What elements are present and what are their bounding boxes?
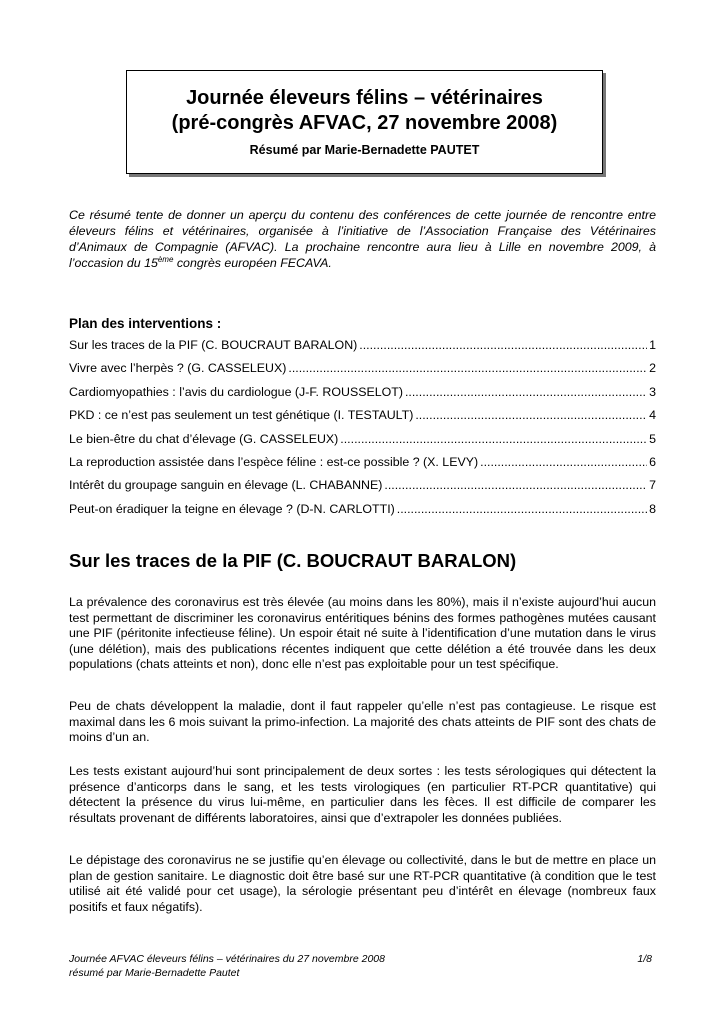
toc-leader-dots <box>340 432 647 446</box>
toc-entry[interactable] <box>69 338 656 361</box>
toc-entry[interactable] <box>69 361 656 384</box>
section-heading: Sur les traces de la PIF (C. BOUCRAUT BARALON) <box>69 550 517 571</box>
toc-entry-label: Sur les traces de la PIF (C. BOUCRAUT BARALON) <box>69 338 358 352</box>
toc-entry[interactable] <box>69 385 656 408</box>
plan-title: Plan des interventions : <box>69 316 222 331</box>
toc-leader-dots <box>480 455 647 469</box>
body-paragraph: Peu de chats développent la maladie, dont il faut rappeler qu’elle n’est pas contagieuse. Le risque est maximal dans les 6 mois suivant la primo-infection. La majorité des chats atteints de PIF sont des chats de moins d’un an. <box>69 699 656 745</box>
toc-leader-dots <box>359 338 647 352</box>
toc-entry-page: 1 <box>649 338 656 352</box>
toc-entry-label: La reproduction assistée dans l’espèce féline : est-ce possible ? (X. LEVY) <box>69 454 479 469</box>
toc-entry-label: Vivre avec l’herpès ? (G. CASSELEUX) <box>69 361 287 376</box>
toc-entry-label: PKD : ce n’est pas seulement un test génétique (I. TESTAULT) <box>69 408 414 423</box>
toc-entry-page: 3 <box>649 384 656 399</box>
page-footer <box>69 952 652 980</box>
title-box <box>126 70 603 174</box>
intro-text-end: congrès européen FECAVA. <box>173 256 332 270</box>
toc-entry-label: Peut-on éradiquer la teigne en élevage ? (D-N. CARLOTTI) <box>69 501 395 516</box>
intro-paragraph <box>69 207 656 271</box>
toc-entry-label: Intérêt du groupage sanguin en élevage (L. CHABANNE) <box>69 478 383 493</box>
toc-entry-page: 5 <box>649 431 656 446</box>
toc-entry-page: 8 <box>649 501 656 516</box>
footer-line1: Journée AFVAC éleveurs félins – vétérinaires du 27 novembre 2008 <box>69 953 385 965</box>
toc-entry-page: 2 <box>649 361 656 376</box>
intro-superscript: ème <box>157 254 174 264</box>
document-title-line1: Journée éleveurs félins – vétérinaires <box>186 87 543 109</box>
footer-line2: résumé par Marie-Bernadette Pautet <box>69 967 240 979</box>
body-paragraph: Le dépistage des coronavirus ne se justifie qu’en élevage ou collectivité, dans le but de mettre en place un plan de gestion sanitaire. Le diagnostic doit être basé sur une RT-PCR quantitative (à condition que le test utilisé ait été validé pour cet usage), la sérologie présentant peu d’intérêt en élevage (nombreux faux positifs et faux négatifs). <box>69 853 656 914</box>
toc-entry-label: Cardiomyopathies : l’avis du cardiologue (J-F. ROUSSELOT) <box>69 384 403 399</box>
toc-entry-page: 7 <box>649 478 656 493</box>
toc-entry-label: Le bien-être du chat d’élevage (G. CASSELEUX) <box>69 431 339 446</box>
body-paragraph: La prévalence des coronavirus est très élevée (au moins dans les 80%), mais il n’existe aujourd’hui aucun test permettant de discriminer les coronavirus entéritiques bénins des formes pathogènes mutées causant une PIF (péritonite infectieuse féline). Un espoir était né suite à l’identification d’une mutation dans le virus (une délétion), mais des publications récentes indiquent que cette délétion a été trouvée dans les deux populations (chats atteints et non), donc elle n’est pas exploitable pour un test spécifique. <box>69 595 656 672</box>
document-title-line2: (pré-congrès AFVAC, 27 novembre 2008) <box>171 112 558 134</box>
toc-entry[interactable] <box>69 408 656 431</box>
body-paragraph: Les tests existant aujourd’hui sont principalement de deux sortes : les tests sérologiques qui détectent la présence d’anticorps dans le sang, et les tests virologiques (en particulier RT-PCR quantitative) qui détectent la présence du virus lui-même, en particulier dans les fèces. Il est difficile de comparer les résultats provenant de différents laboratoires, ainsi que d’extrapoler les données publiées. <box>69 764 656 825</box>
toc-entry[interactable] <box>69 455 656 478</box>
toc-leader-dots <box>415 408 647 422</box>
toc-leader-dots <box>384 478 647 492</box>
table-of-contents <box>69 338 656 525</box>
toc-entry[interactable] <box>69 502 656 525</box>
toc-leader-dots <box>397 502 647 516</box>
toc-leader-dots <box>405 385 647 399</box>
intro-text: Ce résumé tente de donner un aperçu du contenu des conférences de cette journée de rencontre entre éleveurs félins et vétérinaires, organisée à l’initiative de l’Association Française des Vétérinaires d’Animaux de Compagnie (AFVAC). La prochaine rencontre aura lieu à Lille en novembre 2009, à l’occasion du 15 <box>69 208 656 270</box>
toc-leader-dots <box>288 361 647 375</box>
toc-entry[interactable] <box>69 478 656 501</box>
toc-entry[interactable] <box>69 432 656 455</box>
toc-entry-page: 4 <box>649 408 656 423</box>
footer-page-number: 1/8 <box>637 953 652 965</box>
toc-entry-page: 6 <box>649 454 656 469</box>
document-author: Résumé par Marie-Bernadette PAUTET <box>249 143 480 157</box>
